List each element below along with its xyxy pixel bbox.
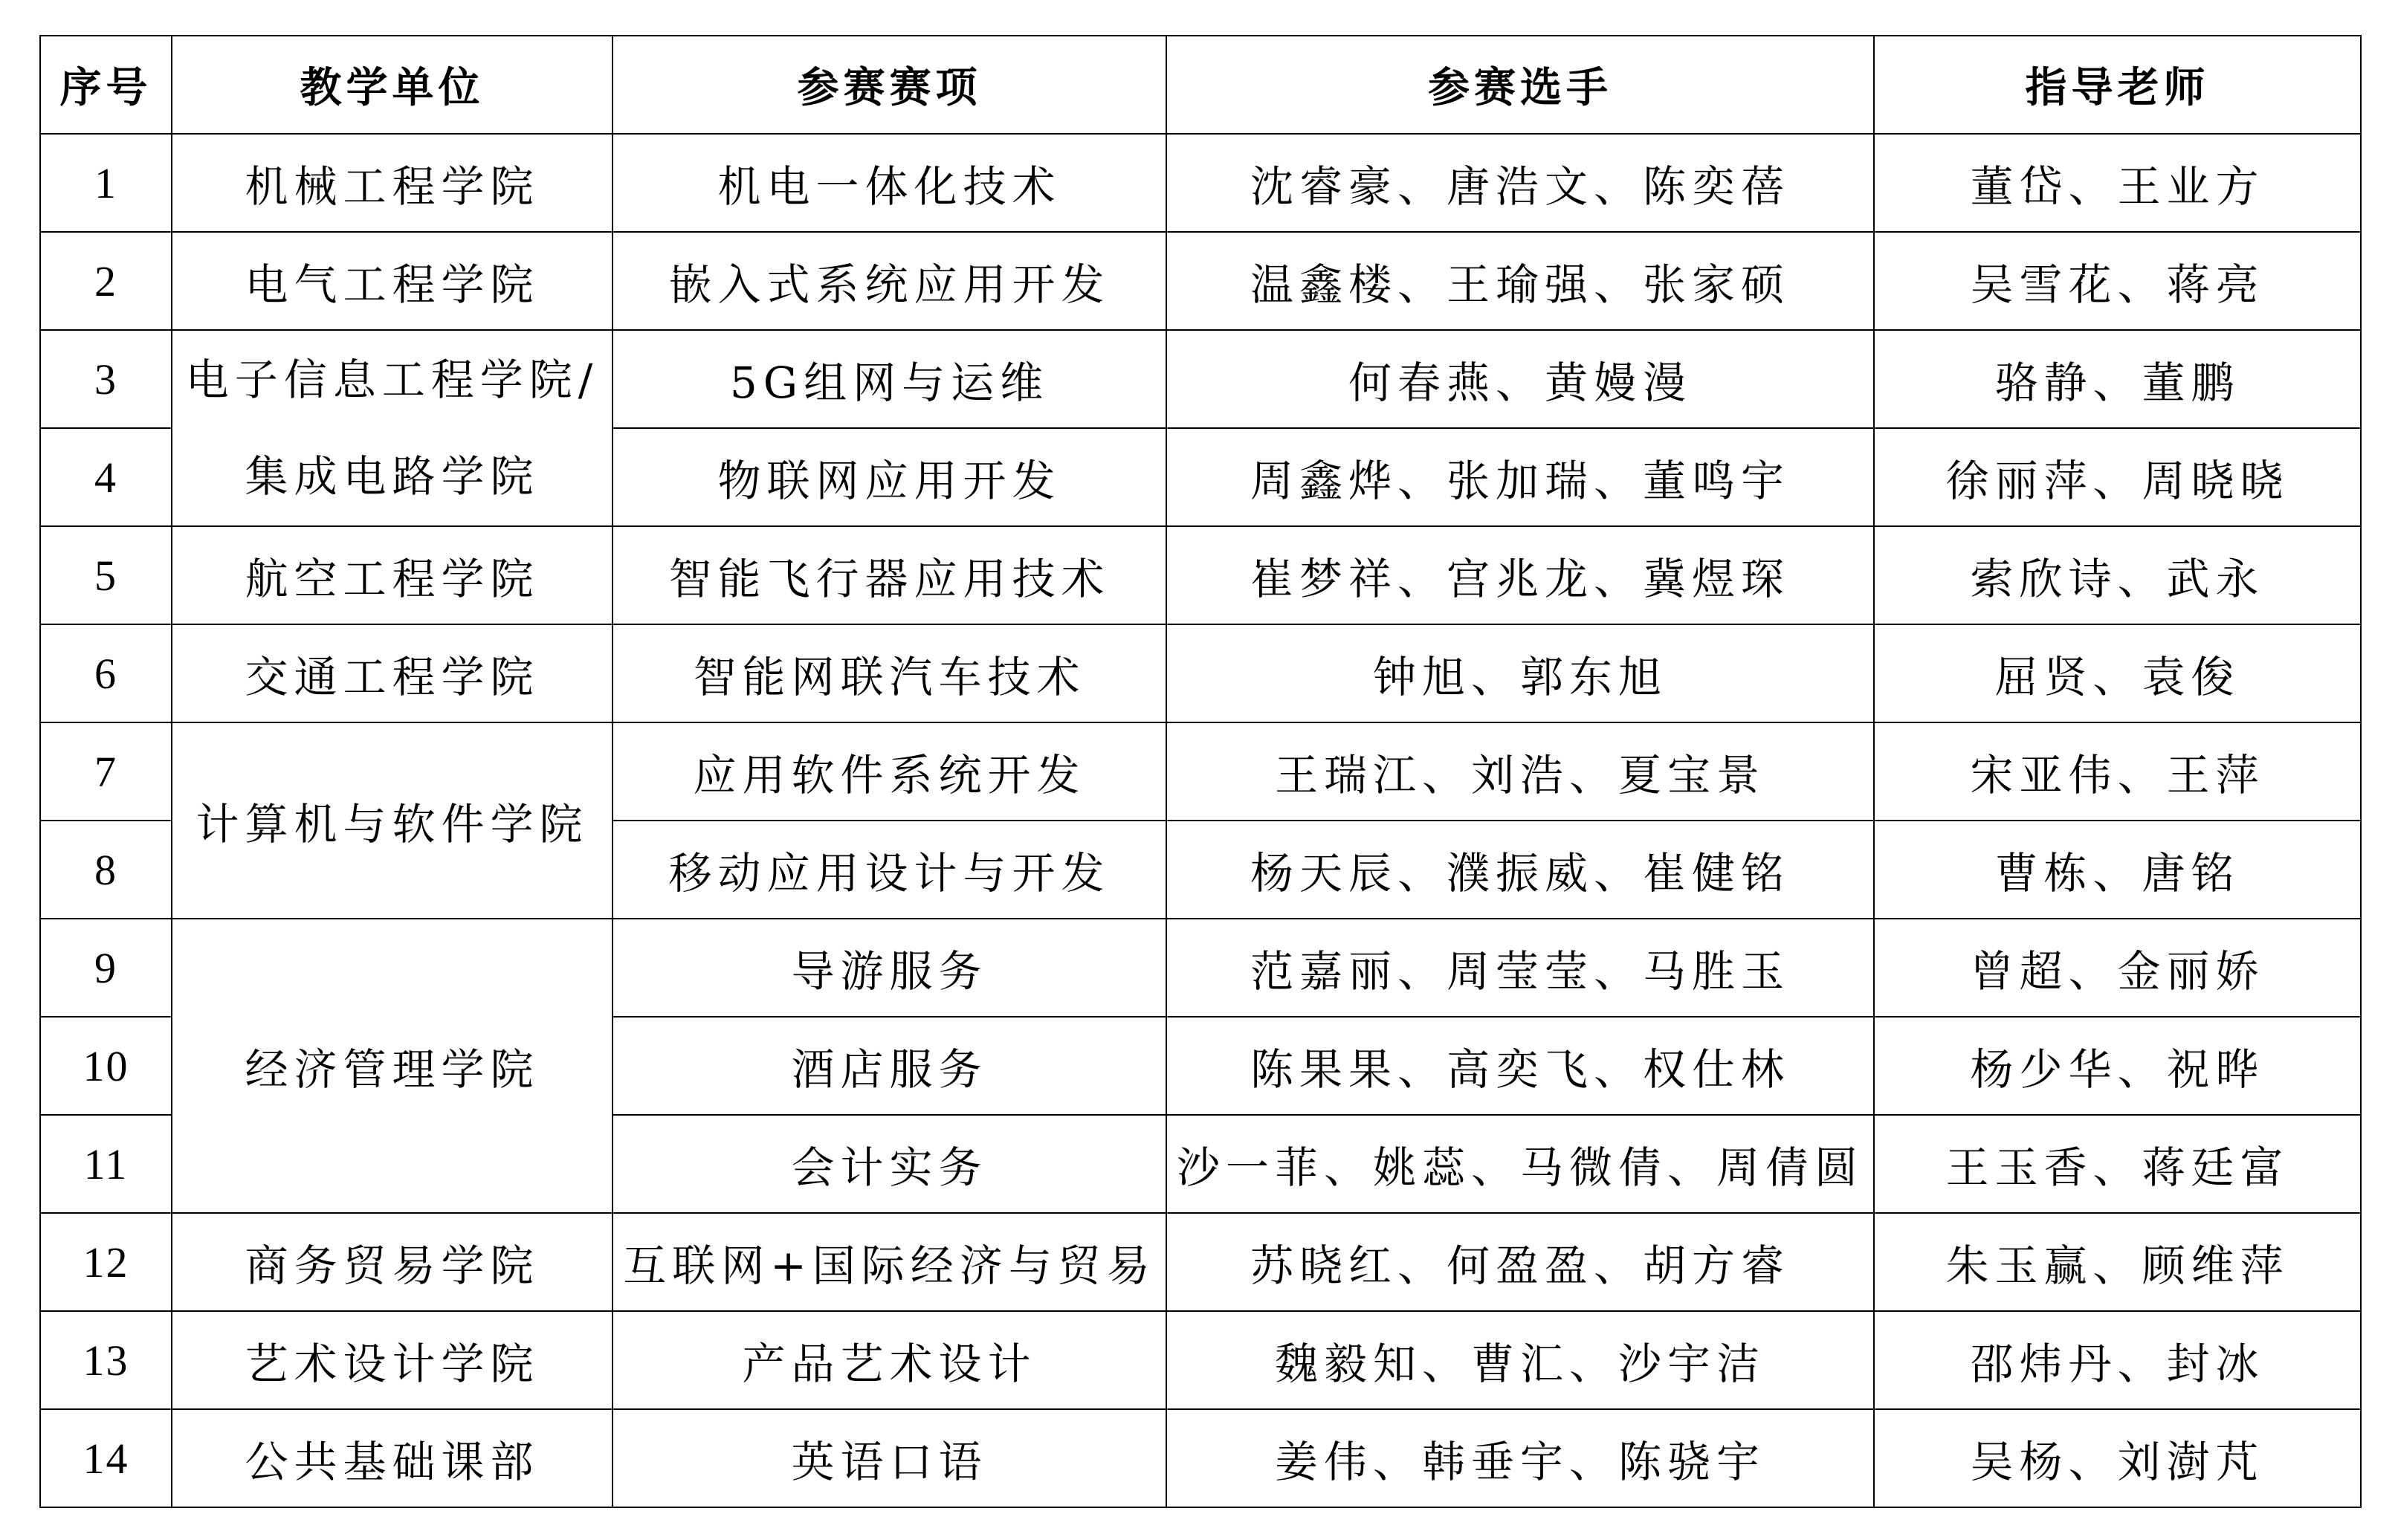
- row-number: 10: [40, 1017, 172, 1115]
- competition-table: [39, 35, 2362, 1508]
- teachers-cell: 徐丽萍、周晓晓: [1874, 428, 2361, 526]
- teachers-cell: 骆静、董鹏: [1874, 330, 2361, 428]
- table-row: [40, 330, 2361, 428]
- teachers-cell: 朱玉赢、顾维萍: [1874, 1213, 2361, 1311]
- event-cell: 互联网+国际经济与贸易: [613, 1213, 1166, 1311]
- event-cell: 智能飞行器应用技术: [613, 526, 1166, 624]
- teachers-cell: 杨少华、祝晔: [1874, 1017, 2361, 1115]
- table-row: [40, 232, 2361, 330]
- table-row: [40, 1311, 2361, 1409]
- event-cell: 会计实务: [613, 1115, 1166, 1213]
- row-number: 9: [40, 919, 172, 1017]
- event-cell: 机电一体化技术: [613, 134, 1166, 232]
- event-cell: 移动应用设计与开发: [613, 821, 1166, 919]
- header-index: 序号: [40, 36, 172, 134]
- unit-cell: 交通工程学院: [172, 624, 613, 722]
- players-cell: 崔梦祥、宫兆龙、冀煜琛: [1166, 526, 1874, 624]
- row-number: 7: [40, 722, 172, 821]
- unit-cell: 商务贸易学院: [172, 1213, 613, 1311]
- teachers-cell: 宋亚伟、王萍: [1874, 722, 2361, 821]
- header-teachers: 指导老师: [1874, 36, 2361, 134]
- table-row: [40, 919, 2361, 1017]
- players-cell: 魏毅知、曹汇、沙宇洁: [1166, 1311, 1874, 1409]
- players-cell: 杨天辰、濮振威、崔健铭: [1166, 821, 1874, 919]
- unit-cell: 电气工程学院: [172, 232, 613, 330]
- teachers-cell: 索欣诗、武永: [1874, 526, 2361, 624]
- teachers-cell: 曾超、金丽娇: [1874, 919, 2361, 1017]
- event-cell: 酒店服务: [613, 1017, 1166, 1115]
- teachers-cell: 吴杨、刘澍芃: [1874, 1409, 2361, 1507]
- table-row: [40, 624, 2361, 722]
- table-row: [40, 722, 2361, 821]
- row-number: 14: [40, 1409, 172, 1507]
- event-cell: 导游服务: [613, 919, 1166, 1017]
- event-cell: 嵌入式系统应用开发: [613, 232, 1166, 330]
- unit-cell: 航空工程学院: [172, 526, 613, 624]
- header-row: [40, 36, 2361, 134]
- row-number: 13: [40, 1311, 172, 1409]
- players-cell: 沙一菲、姚蕊、马微倩、周倩圆: [1166, 1115, 1874, 1213]
- unit-cell: 艺术设计学院: [172, 1311, 613, 1409]
- event-cell: 应用软件系统开发: [613, 722, 1166, 821]
- players-cell: 钟旭、郭东旭: [1166, 624, 1874, 722]
- unit-cell: 公共基础课部: [172, 1409, 613, 1507]
- row-number: 8: [40, 821, 172, 919]
- header-event: 参赛赛项: [613, 36, 1166, 134]
- teachers-cell: 屈贤、袁俊: [1874, 624, 2361, 722]
- row-number: 2: [40, 232, 172, 330]
- event-cell: 智能网联汽车技术: [613, 624, 1166, 722]
- players-cell: 姜伟、韩垂宇、陈骁宇: [1166, 1409, 1874, 1507]
- row-number: 6: [40, 624, 172, 722]
- row-number: 11: [40, 1115, 172, 1213]
- players-cell: 苏晓红、何盈盈、胡方睿: [1166, 1213, 1874, 1311]
- teachers-cell: 吴雪花、蒋亮: [1874, 232, 2361, 330]
- teachers-cell: 曹栋、唐铭: [1874, 821, 2361, 919]
- table-row: [40, 1213, 2361, 1311]
- table-row: [40, 526, 2361, 624]
- players-cell: 陈果果、高奕飞、权仕林: [1166, 1017, 1874, 1115]
- unit-cell: 机械工程学院: [172, 134, 613, 232]
- event-cell: 物联网应用开发: [613, 428, 1166, 526]
- teachers-cell: 邵炜丹、封冰: [1874, 1311, 2361, 1409]
- row-number: 12: [40, 1213, 172, 1311]
- row-number: 1: [40, 134, 172, 232]
- event-cell: 5G组网与运维: [613, 330, 1166, 428]
- players-cell: 温鑫楼、王瑜强、张家硕: [1166, 232, 1874, 330]
- teachers-cell: 王玉香、蒋廷富: [1874, 1115, 2361, 1213]
- table-row: [40, 1409, 2361, 1507]
- players-cell: 范嘉丽、周莹莹、马胜玉: [1166, 919, 1874, 1017]
- row-number: 4: [40, 428, 172, 526]
- row-number: 5: [40, 526, 172, 624]
- players-cell: 周鑫烨、张加瑞、董鸣宇: [1166, 428, 1874, 526]
- unit-line-1: 电子信息工程学院/: [185, 355, 599, 405]
- players-cell: 王瑞江、刘浩、夏宝景: [1166, 722, 1874, 821]
- row-number: 3: [40, 330, 172, 428]
- table-row: [40, 134, 2361, 232]
- teachers-cell: 董岱、王业方: [1874, 134, 2361, 232]
- event-cell: 产品艺术设计: [613, 1311, 1166, 1409]
- unit-cell: [172, 330, 613, 526]
- players-cell: 沈睿豪、唐浩文、陈奕蓓: [1166, 134, 1874, 232]
- unit-cell: 经济管理学院: [172, 919, 613, 1213]
- header-unit: 教学单位: [172, 36, 613, 134]
- unit-line-2: 集成电路学院: [245, 451, 540, 502]
- unit-cell: 计算机与软件学院: [172, 722, 613, 919]
- event-cell: 英语口语: [613, 1409, 1166, 1507]
- header-players: 参赛选手: [1166, 36, 1874, 134]
- players-cell: 何春燕、黄嫚漫: [1166, 330, 1874, 428]
